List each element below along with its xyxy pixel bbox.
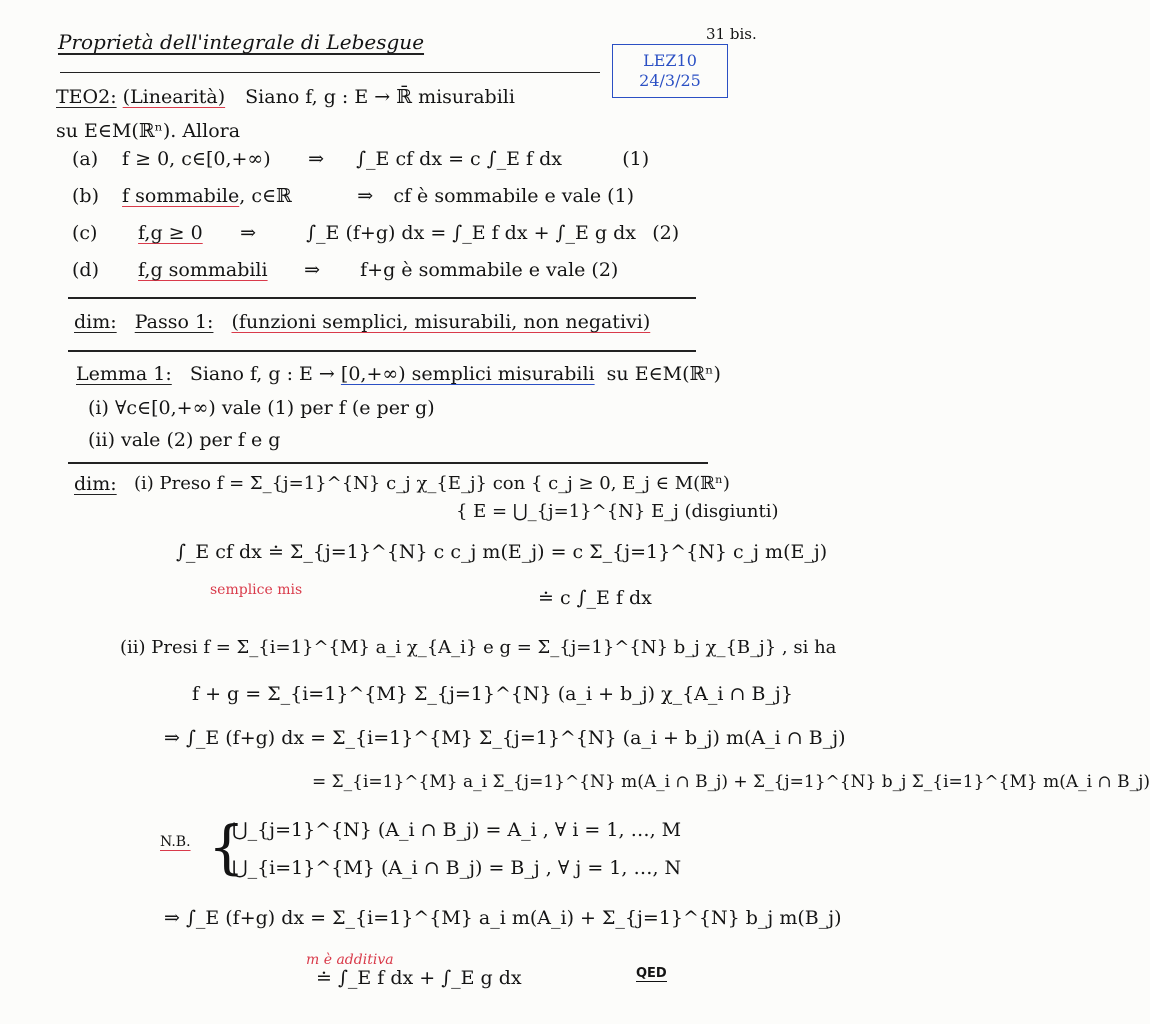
- item-tag: (a): [72, 148, 99, 170]
- theorem-name: (Linearità): [122, 86, 226, 108]
- proof-step: Passo 1:: [134, 311, 214, 333]
- item-tag: (b): [72, 185, 99, 207]
- item-tag: (c): [72, 222, 98, 244]
- implies-arrow: ⇒: [240, 222, 257, 244]
- proof-line-10: ⋃_{i=1}^{M} (A_i ∩ B_j) = B_j , ∀ j = 1, …, N: [232, 857, 682, 879]
- theorem-label: TEO2:: [56, 86, 117, 108]
- theorem-statement: Siano f, g : E → ℝ̄ misurabili: [245, 86, 515, 108]
- proof-line-11: ⇒ ∫_E (f+g) dx = Σ_{i=1}^{M} a_i m(A_i) + Σ_{j=1}^{N} b_j m(B_j): [164, 907, 842, 929]
- lemma-statement: [76, 362, 721, 386]
- item-result: cf è sommabile e vale (1): [393, 185, 635, 207]
- implies-arrow: ⇒: [357, 185, 374, 207]
- item-result: ∫_E (f+g) dx = ∫_E f dx + ∫_E g dx: [306, 222, 636, 244]
- nota-bene-label: N.B.: [160, 834, 191, 850]
- divider: [60, 72, 600, 73]
- simple-measurable-note: semplice mis: [210, 582, 303, 598]
- page-title: Proprietà dell'integrale di Lebesgue: [58, 30, 425, 54]
- item-tag: (d): [72, 259, 99, 281]
- page-number: 31 bis.: [706, 25, 757, 43]
- lemma-item-i: (i) ∀c∈[0,+∞) vale (1) per f (e per g): [88, 397, 435, 419]
- theorem-line-1: [56, 85, 515, 109]
- divider: [68, 350, 696, 352]
- theorem-item-d: [72, 258, 618, 282]
- item-condition: f,g ≥ 0: [138, 222, 203, 244]
- proof-line-12: ≐ ∫_E f dx + ∫_E g dx: [316, 967, 522, 989]
- lemma-label: Lemma 1:: [76, 363, 172, 385]
- proof-line-3: ∫_E cf dx ≐ Σ_{j=1}^{N} c c_j m(E_j) = c Σ_{j=1}^{N} c_j m(E_j): [176, 541, 828, 563]
- lemma-text-c: su E∈M(ℝⁿ): [606, 363, 721, 385]
- item-condition: f,g sommabili: [138, 259, 268, 281]
- lemma-proof-label: dim:: [74, 473, 117, 495]
- lemma-text-a: Siano f, g : E →: [189, 363, 335, 385]
- additivity-note: m è additiva: [306, 952, 394, 968]
- brace: {: [208, 813, 245, 881]
- theorem-item-b: [72, 184, 634, 208]
- item-result: f+g è sommabile e vale (2): [360, 259, 619, 281]
- proof-step-description: (funzioni semplici, misurabili, non negativi): [231, 311, 651, 333]
- proof-line-5: (ii) Presi f = Σ_{i=1}^{M} a_i χ_{A_i} e g = Σ_{j=1}^{N} b_j χ_{B_j} , si ha: [120, 637, 837, 658]
- lecture-date-box: [612, 44, 728, 98]
- proof-intro: [74, 310, 650, 334]
- proof-line-4: ≐ c ∫_E f dx: [538, 587, 652, 609]
- lemma-item-ii: (ii) vale (2) per f e g: [88, 429, 281, 451]
- item-condition-rest: , c∈ℝ: [239, 185, 292, 207]
- theorem-line-2: su E∈M(ℝⁿ). Allora: [56, 120, 241, 142]
- lemma-text-b: [0,+∞) semplici misurabili: [340, 363, 595, 385]
- implies-arrow: ⇒: [308, 148, 325, 170]
- proof-line-8: = Σ_{i=1}^{M} a_i Σ_{j=1}^{N} m(A_i ∩ B_j) + Σ_{j=1}^{N} b_j Σ_{i=1}^{M} m(A_i ∩ B_j): [312, 772, 1150, 792]
- proof-line-1: (i) Preso f = Σ_{j=1}^{N} c_j χ_{E_j} con { c_j ≥ 0, E_j ∈ M(ℝⁿ): [134, 473, 730, 494]
- proof-line-7: ⇒ ∫_E (f+g) dx = Σ_{i=1}^{M} Σ_{j=1}^{N} (a_i + b_j) m(A_i ∩ B_j): [164, 727, 846, 749]
- theorem-item-c: [72, 221, 679, 245]
- proof-label: dim:: [74, 311, 117, 333]
- theorem-item-a: [72, 147, 649, 171]
- implies-arrow: ⇒: [304, 259, 321, 281]
- lecture-date: 24/3/25: [639, 71, 701, 90]
- end-of-proof-mark: QED: [636, 966, 667, 981]
- lecture-number: LEZ10: [643, 51, 697, 70]
- item-result: ∫_E cf dx = c ∫_E f dx: [356, 148, 562, 170]
- equation-number: (1): [622, 148, 650, 170]
- divider: [68, 462, 708, 464]
- equation-number: (2): [652, 222, 680, 244]
- proof-line-2: { E = ⋃_{j=1}^{N} E_j (disgiunti): [456, 501, 779, 522]
- proof-line-9: ⋃_{j=1}^{N} (A_i ∩ B_j) = A_i , ∀ i = 1, …, M: [232, 819, 682, 841]
- item-condition: f sommabile: [122, 185, 240, 207]
- divider: [68, 297, 696, 299]
- proof-line-6: f + g = Σ_{i=1}^{M} Σ_{j=1}^{N} (a_i + b_j) χ_{A_i ∩ B_j}: [192, 683, 793, 705]
- item-condition: f ≥ 0, c∈[0,+∞): [122, 148, 271, 170]
